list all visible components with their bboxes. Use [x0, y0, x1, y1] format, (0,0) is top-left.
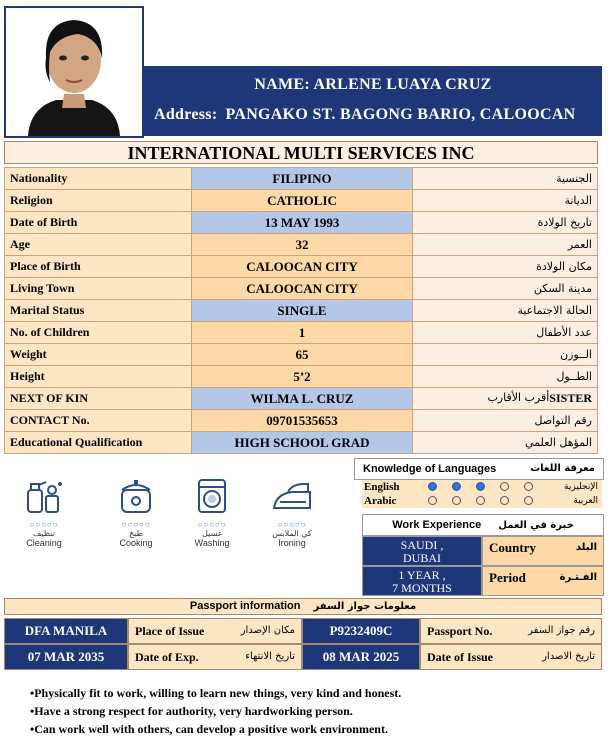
address-value: PANGAKO ST. BAGONG BARIO, CALOOCAN [225, 106, 576, 123]
bio-value: CALOOCAN CITY [192, 256, 413, 278]
bio-arabic-cell [413, 300, 598, 322]
passport-number-arabic: رقم جواز السفر [528, 625, 595, 636]
place-of-issue-arabic: مكان الإصدار [240, 625, 295, 636]
language-level-dot [452, 482, 461, 491]
passport-place-of-issue-label-cell [128, 618, 302, 644]
language-level-dot [476, 482, 485, 491]
bio-row [5, 190, 598, 212]
bio-value: FILIPINO [192, 168, 413, 190]
bio-row [5, 432, 598, 454]
language-level-dot [476, 496, 485, 505]
languages-header [354, 458, 604, 480]
skill-arabic: تنظيف [33, 529, 55, 538]
bio-row [5, 234, 598, 256]
bio-arabic-cell [413, 278, 598, 300]
bio-value: 09701535653 [192, 410, 413, 432]
bio-value: WILMA L. CRUZ [192, 388, 413, 410]
bio-label: Weight [5, 344, 192, 366]
applicant-address [154, 106, 584, 124]
bio-arabic-cell [413, 190, 598, 212]
language-name: Arabic [364, 495, 397, 507]
bio-row [5, 410, 598, 432]
bio-arabic-label: المؤهل العلمي [525, 436, 592, 449]
bio-value: CATHOLIC [192, 190, 413, 212]
bio-label: No. of Children [5, 322, 192, 344]
work-title: Work Experience [392, 519, 482, 531]
bio-value: 13 MAY 1993 [192, 212, 413, 234]
bio-arabic-cell [413, 388, 598, 410]
bio-row [5, 322, 598, 344]
work-experience-header [362, 514, 604, 536]
bullet-point: •Have a strong respect for authority, very hardworking person. [30, 704, 353, 718]
bio-label: CONTACT No. [5, 410, 192, 432]
skill-arabic: طبخ [129, 529, 143, 538]
passport-date-of-exp: 07 MAR 2035 [4, 644, 128, 670]
skill-english: Cleaning [26, 538, 62, 548]
bio-value: 5’2 [192, 366, 413, 388]
skill-english: Washing [194, 538, 230, 548]
date-of-exp-arabic: تاريخ الانتهاء [245, 651, 295, 662]
skill-cooking [106, 476, 166, 548]
skill-arabic: غسيل [202, 529, 222, 538]
date-of-issue-label: Date of Issue [427, 650, 493, 664]
passport-date-of-exp-label-cell [128, 644, 302, 670]
bio-value: 32 [192, 234, 413, 256]
bio-arabic-cell [413, 234, 598, 256]
header-banner [144, 66, 602, 136]
passport-title-arabic: معلومات جواز السفر [313, 601, 417, 612]
passport-number-label: Passport No. [427, 624, 493, 638]
work-period-value: 1 YEAR , 7 MONTHS [362, 566, 482, 596]
skill-rating-dots: ○○○○○ [277, 520, 307, 529]
bio-extra: SISTER [549, 391, 592, 405]
applicant-name: NAME: ARLENE LUAYA CRUZ [254, 76, 492, 93]
language-level-dot [428, 496, 437, 505]
work-period-label-cell [482, 566, 604, 596]
bio-label: NEXT OF KIN [5, 388, 192, 410]
bio-row [5, 212, 598, 234]
bio-value: SINGLE [192, 300, 413, 322]
work-period-arabic: الفـتـرة [559, 572, 597, 583]
language-row-english [362, 480, 602, 494]
work-country-arabic: البلد [575, 542, 597, 553]
date-of-exp-label: Date of Exp. [135, 650, 199, 664]
work-period-label: Period [489, 570, 526, 585]
passport-title: Passport information [189, 600, 301, 612]
skill-washing [182, 476, 242, 548]
bio-arabic-label: الــوزن [560, 348, 592, 361]
bio-label: Age [5, 234, 192, 256]
language-arabic: العربية [573, 496, 598, 506]
washing-icon [190, 476, 234, 518]
skill-english: Ironing [278, 538, 306, 548]
bio-arabic-cell [413, 366, 598, 388]
cooking-icon [114, 476, 158, 518]
bullet-point: •Can work well with others, can develop a positive work environment. [30, 722, 388, 736]
bio-label: Date of Birth [5, 212, 192, 234]
passport-date-of-issue-label-cell [420, 644, 602, 670]
bio-value: 1 [192, 322, 413, 344]
passport-number: P9232409C [302, 618, 420, 644]
bio-arabic-cell [413, 432, 598, 454]
bio-row [5, 366, 598, 388]
bio-value: CALOOCAN CITY [192, 278, 413, 300]
language-level-dot [452, 496, 461, 505]
bio-label: Living Town [5, 278, 192, 300]
language-level-dot [524, 482, 533, 491]
skill-rating-dots: ○○○○○ [29, 520, 59, 529]
bio-arabic-label: الجنسية [556, 172, 592, 185]
skill-rating-dots: ○○○○○ [197, 520, 227, 529]
date-of-issue-arabic: تاريخ الاصدار [542, 651, 595, 662]
bio-arabic-cell [413, 322, 598, 344]
company-title: INTERNATIONAL MULTI SERVICES INC [4, 141, 598, 164]
work-title-arabic: خبرة في العمل [498, 520, 574, 531]
address-label: Address: [154, 106, 218, 123]
bio-arabic-cell [413, 256, 598, 278]
passport-header [4, 598, 602, 615]
bio-arabic-cell [413, 344, 598, 366]
language-level-dot [500, 482, 509, 491]
cleaning-icon [22, 476, 66, 518]
skill-cleaning [14, 476, 74, 548]
work-country-label-cell [482, 536, 604, 566]
bio-arabic-cell [413, 212, 598, 234]
bio-arabic-label: مدينة السكن [533, 282, 592, 295]
ironing-icon [270, 476, 314, 518]
bio-row [5, 256, 598, 278]
languages-title-arabic: معرفة اللغات [530, 463, 595, 474]
language-arabic: الإنجليزية [564, 482, 598, 492]
skill-arabic: كي الملابس [272, 529, 312, 538]
bio-label: Place of Birth [5, 256, 192, 278]
place-of-issue-label: Place of Issue [135, 624, 205, 638]
work-country-label: Country [489, 540, 536, 555]
skill-english: Cooking [119, 538, 153, 548]
bio-arabic-label: الحالة الاجتماعية [517, 304, 592, 317]
bio-row [5, 300, 598, 322]
profile-photo [4, 6, 144, 138]
bio-arabic-label: الطــول [556, 370, 592, 383]
bio-label: Nationality [5, 168, 192, 190]
bio-table [4, 167, 598, 454]
bio-arabic-label: عدد الأطفال [536, 326, 592, 339]
bio-arabic-label: الديانة [564, 194, 592, 207]
bio-row [5, 344, 598, 366]
bullet-point: •Physically fit to work, willing to learn new things, very kind and honest. [30, 686, 402, 700]
bio-arabic-label: العمر [567, 238, 592, 251]
bio-arabic-label: أقرب الأقارب [487, 391, 550, 404]
bio-label: Religion [5, 190, 192, 212]
bio-row [5, 168, 598, 190]
bio-arabic-cell [413, 410, 598, 432]
bio-arabic-label: رقم التواصل [534, 414, 592, 427]
language-row-arabic [362, 494, 602, 508]
skill-ironing [262, 476, 322, 548]
bio-arabic-cell [413, 168, 598, 190]
bio-value: HIGH SCHOOL GRAD [192, 432, 413, 454]
skill-rating-dots: ○○○○○ [121, 520, 151, 529]
passport-place-of-issue: DFA MANILA [4, 618, 128, 644]
language-name: English [364, 481, 400, 493]
bio-arabic-label: مكان الولادة [536, 260, 592, 273]
bio-label: Educational Qualification [5, 432, 192, 454]
passport-date-of-issue: 08 MAR 2025 [302, 644, 420, 670]
languages-title: Knowledge of Languages [363, 463, 497, 475]
bio-label: Marital Status [5, 300, 192, 322]
work-country-value: SAUDI , DUBAI [362, 536, 482, 566]
bio-row [5, 388, 598, 410]
bio-arabic-label: تاريخ الولادة [537, 216, 592, 229]
language-level-dot [428, 482, 437, 491]
language-level-dot [524, 496, 533, 505]
bio-value: 65 [192, 344, 413, 366]
language-level-dot [500, 496, 509, 505]
bio-row [5, 278, 598, 300]
bio-label: Height [5, 366, 192, 388]
passport-number-label-cell [420, 618, 602, 644]
